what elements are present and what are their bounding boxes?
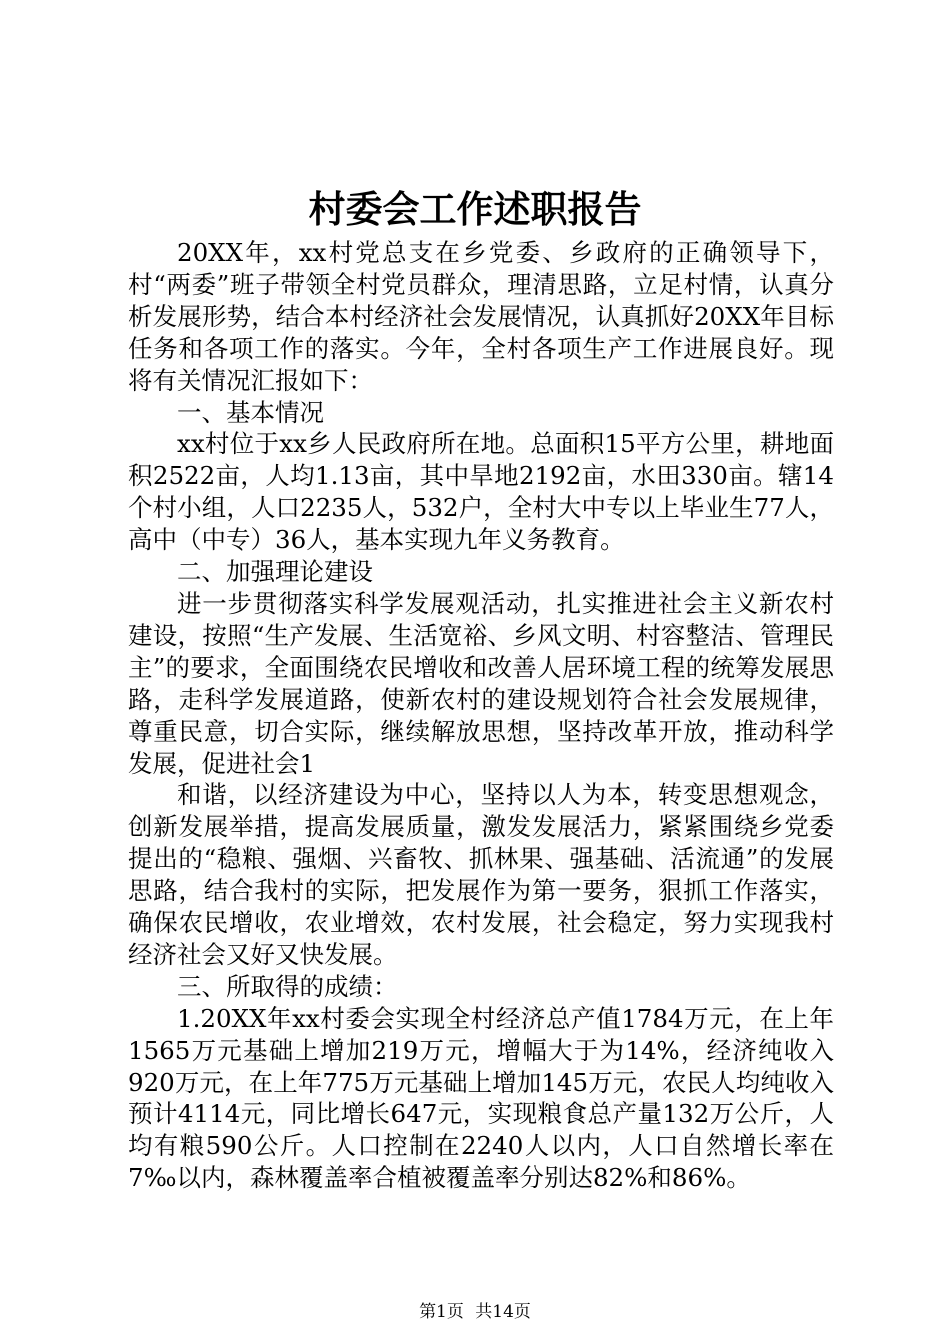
page-footer [0,1300,950,1324]
paragraph-basic-info: xx村位于xx乡人民政府所在地。总面积15平方公里，耕地面积2522亩，人均1.13亩，其中旱地2192亩，水田330亩。辖14个村小组，人口2235人，532户，全村大中专以上毕业生77人，高中（中专）36人，基本实现九年义务教育。 [128,429,834,555]
paragraph-intro: 20XX年，xx村党总支在乡党委、乡政府的正确领导下，村“两委”班子带领全村党员群众，理清思路，立足村情，认真分析发展形势，结合本村经济社会发展情况，认真抓好20XX年目标任务和各项工作的落实。今年，全村各项生产工作进展良好。现将有关情况汇报如下： [128,238,834,395]
document-body [128,237,834,1194]
section-heading-theory: 二、加强理论建设 [177,557,373,587]
document-title: 村委会工作述职报告 [308,187,642,231]
section-heading-achievements: 三、所取得的成绩： [177,971,398,1001]
paragraph-theory: 进一步贯彻落实科学发展观活动，扎实推进社会主义新农村建设，按照“生产发展、生活宽裕、乡风文明、村容整洁、管理民主”的要求，全面围绕农民增收和改善人居环境工程的统筹发展思路，走科学发展道路，使新农村的建设规划符合社会发展规律，尊重民意，切合实际，继续解放思想，坚持改革开放，推动科学发展，促进社会1 [128,588,834,778]
page-total: 共14页 [475,1302,531,1322]
page-number: 第1页 [419,1302,464,1322]
paragraph-achievements: 1.20XX年xx村委会实现全村经济总产值1784万元，在上年1565万元基础上增加219万元，增幅大于为14%，经济纯收入920万元，在上年775万元基础上增加145万元，农民人均纯收入预计4114元，同比增长647元，实现粮食总产量132万公斤，人均有粮590公斤。人口控制在2240人以内，人口自然增长率在7‰以内，森林覆盖率合植被覆盖率分别达82%和86%。 [128,1003,834,1193]
paragraph-harmony: 和谐，以经济建设为中心，坚持以人为本，转变思想观念，创新发展举措，提高发展质量，激发发展活力，紧紧围绕乡党委提出的“稳粮、强烟、兴畜牧、抓林果、强基础、活流通”的发展思路，结合我村的实际，把发展作为第一要务，狠抓工作落实，确保农民增收，农业增效，农村发展，社会稳定，努力实现我村经济社会又好又快发展。 [128,780,834,969]
section-heading-basic-info: 一、基本情况 [177,397,324,427]
